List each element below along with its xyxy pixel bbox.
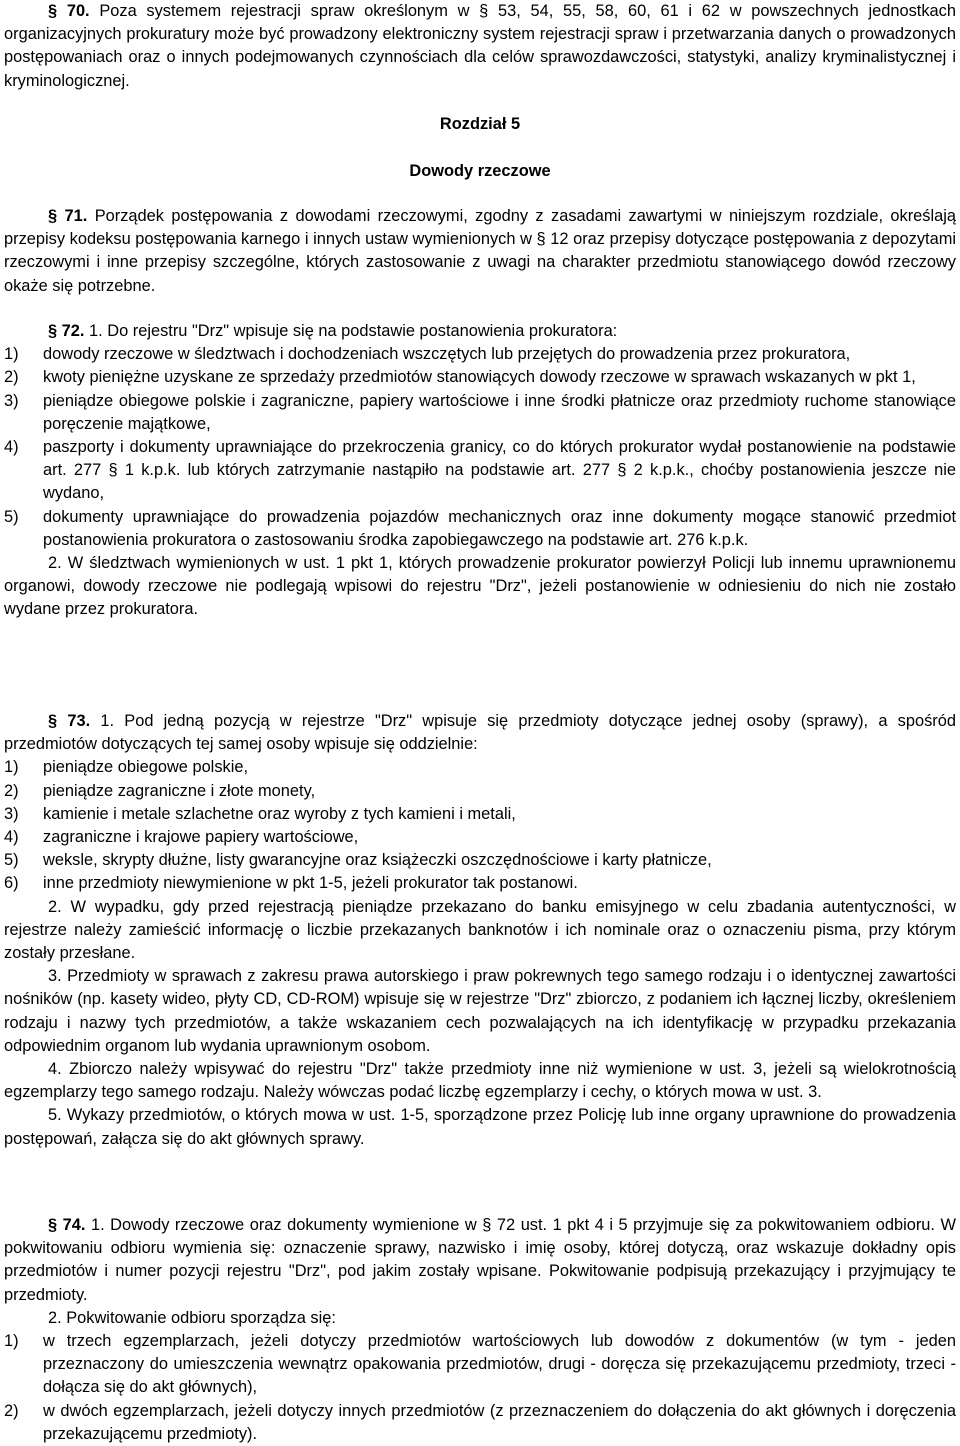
- paragraph-text: Porządek postępowania z dowodami rzeczowymi, zgodny z zasadami zawartymi w niniejszym rozdziale, określają przepisy kodeksu postępowania karnego i innych ustaw wymienionych w § 12 oraz przepisy dotyczące postępowania z depozytami rzeczowymi i inne przepisy szczególne, których zastosowanie z uwagi na charakter przedmiotu stanowiącego dowód rzeczowy okaże się potrzebne.: [4, 207, 956, 295]
- list-item-number: 6): [4, 874, 19, 893]
- list-item-number: 4): [4, 828, 19, 847]
- list-item: [4, 390, 956, 436]
- list-item-text: inne przedmioty niewymienione w pkt 1-5, jeżeli prokurator tak postanowi.: [43, 874, 578, 893]
- list-item-number: 5): [4, 851, 19, 870]
- list-item: [4, 436, 956, 506]
- list-item-text: pieniądze obiegowe polskie,: [43, 758, 249, 777]
- list-item: [4, 849, 956, 872]
- list-item-number: 2): [4, 368, 19, 387]
- section-number: § 74.: [48, 1216, 86, 1234]
- chapter-heading: [4, 113, 956, 136]
- list-item-number: 1): [4, 345, 19, 364]
- list-item-text: pieniądze zagraniczne i złote monety,: [43, 781, 316, 800]
- list-item: [4, 826, 956, 849]
- section-number: § 70.: [48, 2, 90, 20]
- list-item-text: pieniądze obiegowe polskie i zagraniczne, papiery wartościowe i inne środki płatnicze oraz przedmioty ruchome stanowiące poręczenie majątkowe,: [43, 391, 956, 433]
- chapter-number: Rozdział 5: [439, 115, 521, 133]
- list-item: [4, 506, 956, 552]
- section-73: [4, 710, 956, 1151]
- list-item: [4, 1330, 956, 1400]
- chapter-title-block: [4, 160, 956, 183]
- list-item: [4, 872, 956, 895]
- list-item: [4, 756, 956, 779]
- list-item-number: 4): [4, 438, 19, 457]
- section-71: [4, 205, 956, 298]
- list-item-number: 5): [4, 507, 19, 526]
- list-item-number: 3): [4, 804, 19, 823]
- list-item-text: dokumenty uprawniające do prowadzenia pojazdów mechanicznych oraz inne dokumenty mogące stanowić przedmiot postanowienia prokuratora o zastosowaniu środka zapobiegawczego na podstawie art. 276 k.p.k.: [43, 507, 956, 549]
- paragraph-73-1: [4, 710, 956, 756]
- paragraph-74-2: 2. Pokwitowanie odbioru sporządza się:: [48, 1308, 336, 1327]
- paragraph-73-3: 3. Przedmioty w sprawach z zakresu prawa autorskiego i praw pokrewnych tego samego rodzaju i o identycznej zawartości nośników (np. kasety wideo, płyty CD, CD-ROM) wpisuje się w rejestrze "Drz" zbiorczo, z podaniem ich łącznej liczby, określeniem rodzaju i nazwy tych przedmiotów, a także wskazaniem cech pozwalających na ich identyfikację w przypadku przekazania odpowiednim organom lub wydania uprawnionym osobom.: [4, 967, 956, 1055]
- list-item: [4, 366, 956, 389]
- list-item-text: w dwóch egzemplarzach, jeżeli dotyczy innych przedmiotów (z przeznaczeniem do dołączenia do akt głównych i doręczenia przekazującemu przedmioty).: [43, 1401, 956, 1443]
- section-number: § 71.: [48, 207, 88, 225]
- paragraph-73-4: 4. Zbiorczo należy wpisywać do rejestru "Drz" także przedmioty inne niż wymienione w ust. 3, jeżeli są wielokrotnością egzemplarzy tego samego rodzaju. Należy wówczas podać liczbę egzemplarzy i cechy, o których mowa w ust. 3.: [4, 1060, 956, 1102]
- paragraph-text: 1. Dowody rzeczowe oraz dokumenty wymienione w § 72 ust. 1 pkt 4 i 5 przyjmuje się za pokwitowaniem odbioru. W pokwitowaniu odbioru wymienia się: oznaczenie sprawy, nazwisko i imię osoby, której dotyczą, oraz wskazuje dokładny opis przedmiotów i numer pozycji rejestru "Drz", pod jakim zostały wpisane. Pokwitowanie podpisują przekazujący i przyjmujący te przedmioty.: [4, 1216, 956, 1304]
- list-item-text: paszporty i dokumenty uprawniające do przekroczenia granicy, co do których prokurator wydał postanowienie na podstawie art. 277 § 1 k.p.k. lub których zatrzymanie nastąpiło na podstawie art. 277 § 2 k.p.k., choćby postanowienia jeszcze nie wydano,: [43, 438, 956, 503]
- list-item-number: 2): [4, 781, 19, 800]
- paragraph-72-1: [4, 320, 956, 343]
- list-item-text: kamienie i metale szlachetne oraz wyroby z tych kamieni i metali,: [43, 804, 516, 823]
- paragraph-text: Poza systemem rejestracji spraw określonym w § 53, 54, 55, 58, 60, 61 i 62 w powszechnych jednostkach organizacyjnych prokuratury może być prowadzony elektroniczny system rejestracji spraw i przetwarzania danych o prowadzonych postępowaniach oraz o innych podejmowanych czynnościach dla celów sprawozdawczości, statystyki, analizy kryminalistycznej i kryminologicznej.: [4, 2, 956, 90]
- list-item-text: zagraniczne i krajowe papiery wartościowe,: [43, 828, 359, 847]
- paragraph-70: [4, 0, 956, 93]
- paragraph-72-2: 2. W śledztwach wymienionych w ust. 1 pkt 1, których prowadzenie prokurator powierzył Policji lub innemu uprawnionemu organowi, dowody rzeczowe nie podlegają wpisowi do rejestru "Drz", jeżeli postanowienie w odniesieniu do nich nie zostało wydane przez prokuratora.: [4, 554, 956, 619]
- list-item-text: weksle, skrypty dłużne, listy gwarancyjne oraz książeczki oszczędnościowe i karty płatnicze,: [43, 851, 712, 870]
- paragraph-text: 1. Pod jedną pozycją w rejestrze "Drz" wpisuje się przedmioty dotyczące jednej osoby (sprawy), a spośród przedmiotów dotyczących tej samej osoby wpisuje się oddzielnie:: [4, 712, 956, 754]
- list-item: [4, 803, 956, 826]
- list-item-text: kwoty pieniężne uzyskane ze sprzedaży przedmiotów stanowiących dowody rzeczowe w sprawach wskazanych w pkt 1,: [43, 368, 916, 387]
- section-70: [4, 0, 956, 93]
- paragraph-71: [4, 205, 956, 298]
- paragraph-text: 1. Do rejestru "Drz" wpisuje się na podstawie postanowienia prokuratora:: [89, 322, 618, 340]
- list-item: [4, 1400, 956, 1446]
- list-item-number: 2): [4, 1401, 19, 1420]
- section-74: [4, 1214, 956, 1446]
- section-number: § 73.: [48, 712, 91, 730]
- list-item-text: dowody rzeczowe w śledztwach i dochodzeniach wszczętych lub przejętych do prowadzenia przez prokuratora,: [43, 345, 851, 364]
- chapter-title: Dowody rzeczowe: [409, 162, 551, 180]
- list-item-number: 3): [4, 391, 19, 410]
- paragraph-73-5: 5. Wykazy przedmiotów, o których mowa w ust. 1-5, sporządzone przez Policję lub inne organy uprawnione do prowadzenia postępowań, załącza się do akt głównych sprawy.: [4, 1106, 956, 1148]
- list-item-number: 1): [4, 1332, 19, 1351]
- list-item-number: 1): [4, 758, 19, 777]
- section-72: [4, 320, 956, 622]
- list-item-text: w trzech egzemplarzach, jeżeli dotyczy przedmiotów wartościowych lub dowodów z dokumentów (w tym - jeden przeznaczony do umieszczenia wewnątrz opakowania przedmiotów, drugi - doręcza się przekazującemu przedmioty, trzeci - dołącza się do akt głównych),: [43, 1332, 956, 1397]
- list-item: [4, 343, 956, 366]
- list-item: [4, 780, 956, 803]
- paragraph-73-2: 2. W wypadku, gdy przed rejestracją pieniądze przekazano do banku emisyjnego w celu zbadania autentyczności, w rejestrze należy zamieścić informację o liczbie przekazanych banknotów i ich nominale oraz o oznaczeniu pisma, przy którym zostały przesłane.: [4, 897, 956, 963]
- section-number: § 72.: [48, 322, 85, 340]
- paragraph-74-1: [4, 1214, 956, 1307]
